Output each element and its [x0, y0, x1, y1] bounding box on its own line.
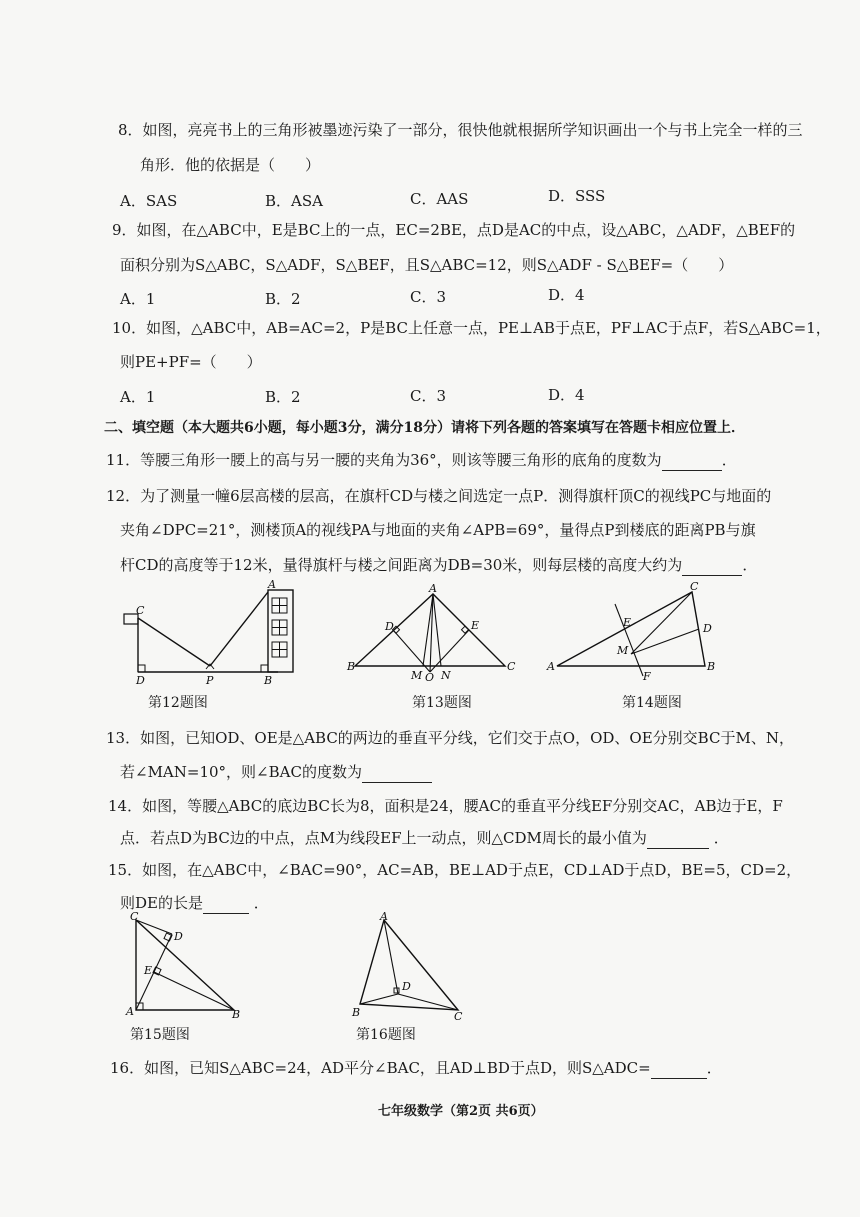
- q9-option-d: D．4: [548, 286, 585, 304]
- q16-stem: 16．如图，已知S△ABC=24，AD平分∠BAC，且AD⊥BD于点D，则S△ADC=: [110, 1059, 651, 1077]
- q15-line1: 15．如图，在△ABC中，∠BAC=90°，AC=AB，BE⊥AD于点E，CD⊥AD于点D，BE=5，CD=2，: [108, 861, 802, 879]
- q11-text: 11．等腰三角形一腰上的高与另一腰的夹角为36°，则该等腰三角形的底角的度数为 ．: [106, 451, 737, 469]
- svg-text:C: C: [507, 660, 516, 673]
- svg-text:C: C: [454, 1010, 463, 1022]
- svg-text:E: E: [471, 619, 480, 632]
- q14-line2-wrap: 点．若点D为BC边的中点，点M为线段EF上一动点，则△CDM周长的最小值为 ．: [120, 829, 729, 847]
- q13-answer-blank: [362, 762, 432, 783]
- q10-line1: 10．如图，△ABC中，AB=AC=2，P是BC上任意一点，PE⊥AB于点E，PF⊥AC于点F，若S△ABC=1，: [112, 319, 831, 337]
- q9-line1: 9．如图，在△ABC中，E是BC上的一点，EC=2BE，点D是AC的中点，设△ABC，△ADF，△BEF的: [112, 221, 796, 239]
- figure-15: [124, 912, 244, 1022]
- svg-text:D: D: [136, 674, 145, 685]
- q14-line1: 14．如图，等腰△ABC的底边BC长为8，面积是24，腰AC的垂直平分线EF分别交AC，AB边于E，F: [108, 797, 783, 815]
- svg-text:M: M: [411, 669, 423, 682]
- page-footer: 七年级数学（第2页 共6页）: [378, 1104, 544, 1119]
- svg-text:B: B: [347, 660, 356, 673]
- svg-text:D: D: [402, 980, 411, 993]
- q14-answer-blank: [647, 828, 709, 849]
- caption-fig16: 第16题图: [356, 1027, 416, 1043]
- q10-line2: 则PE+PF=（ ）: [120, 353, 262, 371]
- q8-option-d: D．SSS: [548, 187, 606, 205]
- svg-text:D: D: [703, 622, 712, 635]
- figure-14: [545, 582, 720, 682]
- svg-text:P: P: [206, 674, 214, 685]
- q14-line2: 点．若点D为BC边的中点，点M为线段EF上一动点，则△CDM周长的最小值为: [120, 829, 647, 847]
- svg-text:O: O: [425, 671, 435, 682]
- svg-text:N: N: [441, 669, 451, 682]
- q11-stem: 11．等腰三角形一腰上的高与另一腰的夹角为36°，则该等腰三角形的底角的度数为: [106, 451, 662, 469]
- svg-text:A: A: [126, 1005, 134, 1018]
- q16-answer-blank: [651, 1058, 707, 1079]
- q12-line3: 杆CD的高度等于12米，量得旗杆与楼之间距离为DB=30米，则每层楼的高度大约为: [120, 556, 683, 574]
- q9-option-c: C．3: [410, 288, 447, 306]
- svg-text:A: A: [268, 580, 276, 591]
- svg-text:D: D: [174, 930, 183, 943]
- q8-line2: 角形．他的依据是（ ）: [140, 156, 321, 174]
- q15-line2: 则DE的长是: [120, 894, 203, 912]
- q9-line2: 面积分别为S△ABC，S△ADF，S△BEF，且S△ABC=12，则S△ADF - S△BEF=（ ）: [120, 256, 734, 274]
- q13-line1: 13．如图，已知OD、OE是△ABC的两边的垂直平分线，它们交于点O，OD、OE分别交BC于M、N，: [106, 729, 794, 747]
- q10-option-b: B．2: [265, 388, 301, 406]
- q8-option-b: B．ASA: [265, 192, 323, 210]
- q12-line2: 夹角∠DPC=21°，测楼顶A的视线PA与地面的夹角∠APB=69°，量得点P到楼底的距离PB与旗: [120, 521, 756, 539]
- svg-text:E: E: [623, 616, 632, 629]
- figure-12: [118, 580, 308, 685]
- q8-option-a: A．SAS: [120, 192, 178, 210]
- caption-fig14: 第14题图: [622, 695, 682, 711]
- q10-option-a: A．1: [120, 388, 156, 406]
- q10-option-c: C．3: [410, 387, 447, 405]
- figure-16: [350, 912, 470, 1022]
- q13-line2-wrap: [120, 762, 432, 783]
- q11-answer-blank: [662, 450, 722, 471]
- svg-text:A: A: [429, 582, 437, 595]
- svg-text:M: M: [617, 644, 629, 657]
- section2-heading: 二、填空题（本大题共6小题，每小题3分，满分18分）请将下列各题的答案填写在答题卡相应位置上．: [104, 420, 745, 436]
- caption-fig12: 第12题图: [148, 695, 208, 711]
- q9-option-a: A．1: [120, 290, 156, 308]
- q12-answer-blank: [682, 555, 742, 576]
- svg-text:A: A: [380, 912, 388, 923]
- svg-text:D: D: [385, 620, 394, 633]
- svg-text:F: F: [643, 670, 651, 682]
- caption-fig13: 第13题图: [412, 695, 472, 711]
- svg-text:A: A: [547, 660, 555, 673]
- svg-text:B: B: [352, 1006, 361, 1019]
- svg-text:C: C: [690, 582, 699, 593]
- figure-13: [345, 582, 520, 682]
- q15-answer-blank: [203, 893, 249, 914]
- q10-option-d: D．4: [548, 386, 585, 404]
- svg-text:B: B: [707, 660, 716, 673]
- caption-fig15: 第15题图: [130, 1027, 190, 1043]
- svg-text:C: C: [136, 604, 145, 617]
- q16-text: 16．如图，已知S△ABC=24，AD平分∠BAC，且AD⊥BD于点D，则S△ADC= ．: [110, 1059, 722, 1077]
- q8-option-c: C．AAS: [410, 190, 469, 208]
- q9-option-b: B．2: [265, 290, 301, 308]
- q8-line1: 8．如图，亮亮书上的三角形被墨迹污染了一部分，很快他就根据所学知识画出一个与书上完全一样的三: [118, 121, 803, 139]
- q15-line2-wrap: 则DE的长是 ．: [120, 894, 269, 912]
- svg-text:C: C: [130, 912, 139, 923]
- svg-text:E: E: [144, 964, 153, 977]
- q13-line2: 若∠MAN=10°，则∠BAC的度数为: [120, 763, 362, 781]
- svg-text:B: B: [232, 1008, 241, 1021]
- q12-line3-wrap: 杆CD的高度等于12米，量得旗杆与楼之间距离为DB=30米，则每层楼的高度大约为 ．: [120, 556, 758, 574]
- q12-line1: 12．为了测量一幢6层高楼的层高，在旗杆CD与楼之间选定一点P．测得旗杆顶C的视线PC与地面的: [106, 487, 772, 505]
- svg-text:B: B: [264, 674, 273, 685]
